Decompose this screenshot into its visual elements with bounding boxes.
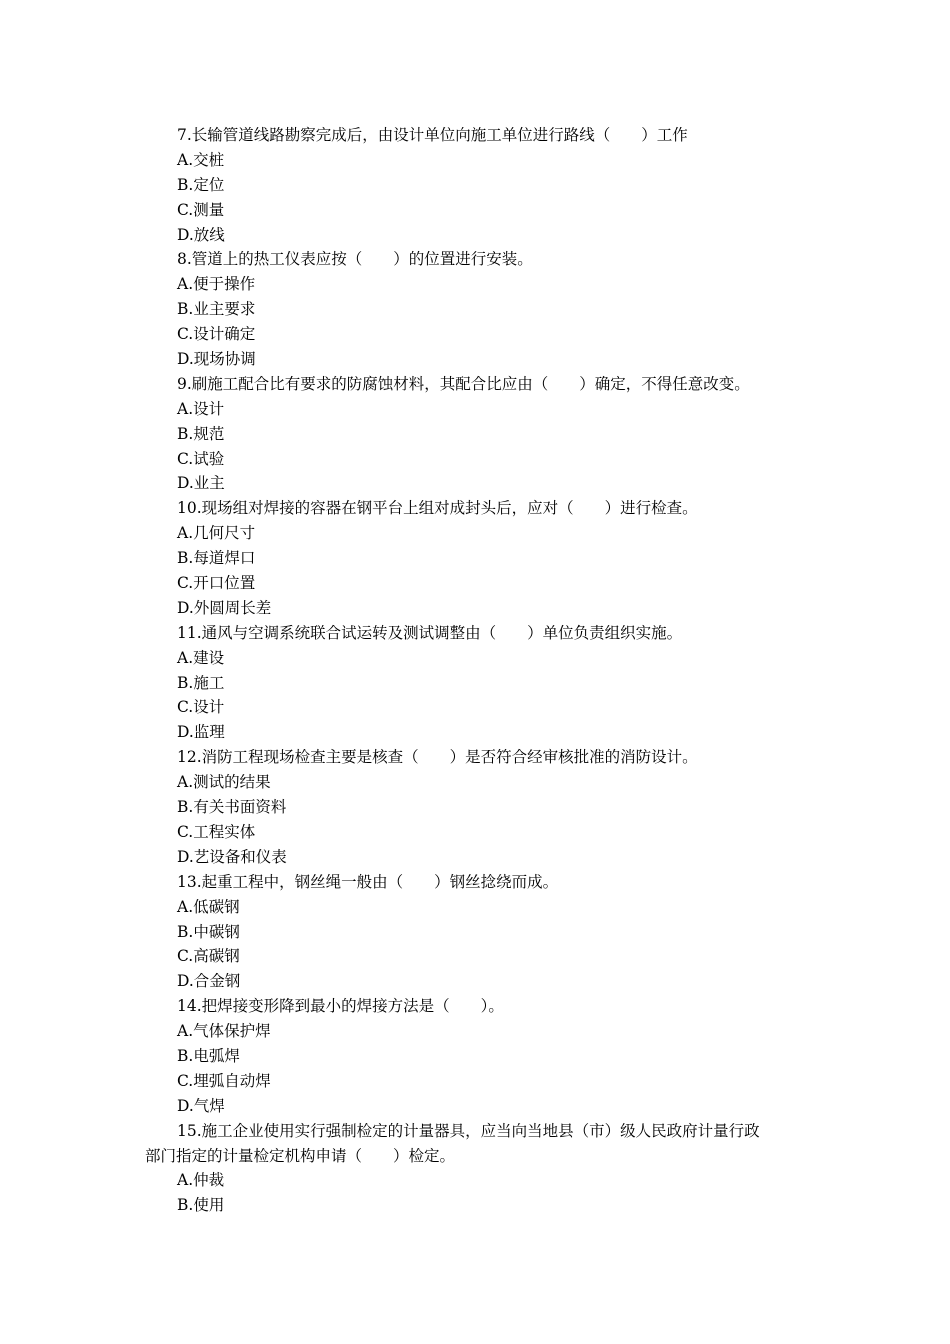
question-8-option-b: B.业主要求 bbox=[177, 300, 256, 319]
question-list bbox=[145, 123, 815, 1218]
question-12-option-d: D.艺设备和仪表 bbox=[177, 847, 287, 866]
question-9-stem: 9.刷施工配合比有要求的防腐蚀材料，其配合比应由（ ）确定，不得任意改变。 bbox=[177, 374, 750, 393]
question-11-option-b: B.施工 bbox=[177, 673, 225, 692]
question-15-option-a: A.仲裁 bbox=[177, 1171, 225, 1190]
question-10-stem: 10.现场组对焊接的容器在钢平台上组对成封头后，应对（ ）进行检查。 bbox=[177, 499, 698, 518]
question-10-option-a: A.几何尺寸 bbox=[177, 524, 256, 543]
question-9-option-b: B.规范 bbox=[177, 424, 225, 443]
question-7-stem: 7.长输管道线路勘察完成后，由设计单位向施工单位进行路线（ ）工作 bbox=[177, 126, 688, 144]
question-14-option-c: C.埋弧自动焊 bbox=[177, 1071, 271, 1090]
question-13-option-a: A.低碳钢 bbox=[177, 897, 240, 916]
question-11-option-c: C.设计 bbox=[177, 698, 225, 717]
question-11-option-a: A.建设 bbox=[177, 648, 225, 667]
question-8-option-a: A.便于操作 bbox=[177, 275, 256, 294]
question-7-option-a: A.交桩 bbox=[177, 150, 225, 169]
question-7-option-c: C.测量 bbox=[177, 200, 225, 219]
question-7-option-b: B.定位 bbox=[177, 175, 225, 194]
question-10-option-b: B.每道焊口 bbox=[177, 549, 256, 568]
question-12-option-c: C.工程实体 bbox=[177, 822, 256, 841]
question-9-option-d: D.业主 bbox=[177, 474, 225, 493]
question-11-stem: 11.通风与空调系统联合试运转及测试调整由（ ）单位负责组织实施。 bbox=[177, 623, 683, 642]
question-12-option-a: A.测试的结果 bbox=[177, 773, 271, 792]
question-15-option-b: B.使用 bbox=[177, 1196, 225, 1215]
question-13-option-b: B.中碳钢 bbox=[177, 922, 240, 941]
question-13-option-c: C.高碳钢 bbox=[177, 947, 240, 966]
question-7-option-d: D.放线 bbox=[177, 225, 225, 244]
question-11-option-d: D.监理 bbox=[177, 723, 225, 742]
question-10-option-d: D.外圆周长差 bbox=[177, 598, 272, 617]
question-9-option-a: A.设计 bbox=[177, 399, 225, 418]
question-13-stem: 13.起重工程中，钢丝绳一般由（ ）钢丝捻绕而成。 bbox=[177, 872, 559, 891]
question-15-stem-line-2: 部门指定的计量检定机构申请（ ）检定。 bbox=[145, 1146, 456, 1165]
question-14-option-a: A.气体保护焊 bbox=[177, 1022, 271, 1041]
question-8-option-d: D.现场协调 bbox=[177, 350, 256, 369]
question-14-option-d: D.气焊 bbox=[177, 1096, 225, 1115]
question-13-option-d: D.合金钢 bbox=[177, 972, 241, 991]
question-15-stem-line-1: 15.施工企业使用实行强制检定的计量器具，应当向当地县（市）级人民政府计量行政 bbox=[177, 1121, 760, 1140]
question-10-option-c: C.开口位置 bbox=[177, 574, 256, 593]
question-9-option-c: C.试验 bbox=[177, 449, 225, 468]
question-12-stem: 12.消防工程现场检查主要是核查（ ）是否符合经审核批准的消防设计。 bbox=[177, 748, 698, 767]
question-8-stem: 8.管道上的热工仪表应按（ ）的位置进行安装。 bbox=[177, 250, 533, 269]
question-14-option-b: B.电弧焊 bbox=[177, 1046, 240, 1065]
question-12-option-b: B.有关书面资料 bbox=[177, 798, 287, 817]
question-8-option-c: C.设计确定 bbox=[177, 325, 256, 344]
question-14-stem: 14.把焊接变形降到最小的焊接方法是（ ）。 bbox=[177, 997, 504, 1016]
